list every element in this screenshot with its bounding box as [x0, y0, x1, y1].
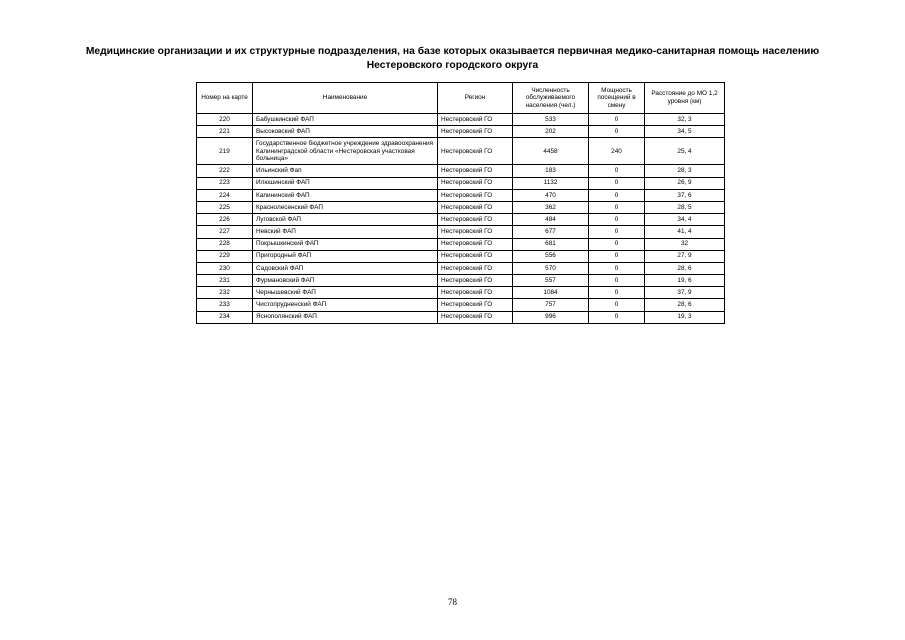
cell-name: Фурмановский ФАП — [253, 275, 438, 287]
table-row — [197, 275, 725, 287]
title-line-2: Нестеровского городского округа — [366, 60, 539, 71]
cell-population: 681 — [513, 238, 589, 250]
cell-name: Высоковский ФАП — [253, 126, 438, 138]
cell-population: 202 — [513, 126, 589, 138]
cell-region: Нестеровский ГО — [438, 114, 513, 126]
header-region: Регион — [438, 83, 513, 114]
cell-capacity: 240 — [589, 138, 645, 165]
table-row — [197, 262, 725, 274]
cell-name: Чистопрудненский ФАП — [253, 299, 438, 311]
cell-num: 234 — [197, 311, 253, 323]
cell-capacity: 0 — [589, 287, 645, 299]
cell-region: Нестеровский ГО — [438, 262, 513, 274]
cell-population: 570 — [513, 262, 589, 274]
table-row — [197, 238, 725, 250]
cell-name: Краснолесенский ФАП — [253, 201, 438, 213]
table-row — [197, 126, 725, 138]
cell-num: 229 — [197, 250, 253, 262]
cell-num: 219 — [197, 138, 253, 165]
cell-population: 183 — [513, 165, 589, 177]
cell-num: 225 — [197, 201, 253, 213]
cell-population: 677 — [513, 226, 589, 238]
cell-capacity: 0 — [589, 189, 645, 201]
cell-population: 557 — [513, 275, 589, 287]
table-header-row — [197, 83, 725, 114]
cell-capacity: 0 — [589, 311, 645, 323]
cell-name: Садовский ФАП — [253, 262, 438, 274]
cell-distance: 26, 9 — [645, 177, 725, 189]
cell-name: Луговской ФАП — [253, 214, 438, 226]
title-line-1: Медицинские организации и их структурные подразделения, на базе которых оказывается первичная медико-санитарная помощь населению — [85, 46, 820, 57]
cell-num: 226 — [197, 214, 253, 226]
cell-distance: 37, 6 — [645, 189, 725, 201]
cell-name: Калининский ФАП — [253, 189, 438, 201]
cell-name: Невский ФАП — [253, 226, 438, 238]
table-row — [197, 138, 725, 165]
cell-distance: 34, 5 — [645, 126, 725, 138]
cell-region: Нестеровский ГО — [438, 250, 513, 262]
cell-distance: 19, 3 — [645, 311, 725, 323]
cell-distance: 27, 9 — [645, 250, 725, 262]
cell-num: 223 — [197, 177, 253, 189]
cell-capacity: 0 — [589, 177, 645, 189]
cell-region: Нестеровский ГО — [438, 177, 513, 189]
cell-num: 224 — [197, 189, 253, 201]
cell-num: 230 — [197, 262, 253, 274]
table-row — [197, 250, 725, 262]
header-population: Численность обслуживаемого населения (чел.) — [513, 83, 589, 114]
table-row — [197, 226, 725, 238]
cell-population: 484 — [513, 214, 589, 226]
table-row — [197, 114, 725, 126]
table-body — [197, 114, 725, 324]
cell-capacity: 0 — [589, 114, 645, 126]
cell-region: Нестеровский ГО — [438, 165, 513, 177]
cell-region: Нестеровский ГО — [438, 201, 513, 213]
cell-name: Покрышкинский ФАП — [253, 238, 438, 250]
cell-region: Нестеровский ГО — [438, 238, 513, 250]
cell-distance: 19, 6 — [645, 275, 725, 287]
table-row — [197, 165, 725, 177]
cell-capacity: 0 — [589, 214, 645, 226]
cell-capacity: 0 — [589, 201, 645, 213]
cell-distance: 28, 5 — [645, 201, 725, 213]
cell-distance: 32 — [645, 238, 725, 250]
cell-distance: 25, 4 — [645, 138, 725, 165]
cell-population: 470 — [513, 189, 589, 201]
cell-population: 556 — [513, 250, 589, 262]
cell-distance: 37, 9 — [645, 287, 725, 299]
cell-population: 1132 — [513, 177, 589, 189]
cell-region: Нестеровский ГО — [438, 287, 513, 299]
cell-region: Нестеровский ГО — [438, 299, 513, 311]
cell-capacity: 0 — [589, 250, 645, 262]
cell-num: 231 — [197, 275, 253, 287]
cell-name: Бабушкинский ФАП — [253, 114, 438, 126]
cell-capacity: 0 — [589, 226, 645, 238]
cell-name: Ильинский Фап — [253, 165, 438, 177]
table-row — [197, 311, 725, 323]
cell-distance: 28, 6 — [645, 262, 725, 274]
cell-region: Нестеровский ГО — [438, 275, 513, 287]
cell-num: 233 — [197, 299, 253, 311]
cell-capacity: 0 — [589, 275, 645, 287]
cell-region: Нестеровский ГО — [438, 311, 513, 323]
cell-distance: 28, 3 — [645, 165, 725, 177]
cell-region: Нестеровский ГО — [438, 226, 513, 238]
header-capacity: Мощность посещений в смену — [589, 83, 645, 114]
cell-num: 220 — [197, 114, 253, 126]
cell-population: 1084 — [513, 287, 589, 299]
cell-population: 4458 — [513, 138, 589, 165]
cell-distance: 28, 6 — [645, 299, 725, 311]
facilities-table — [196, 82, 725, 324]
cell-name: Чернышевский ФАП — [253, 287, 438, 299]
table-row — [197, 299, 725, 311]
cell-capacity: 0 — [589, 262, 645, 274]
cell-distance: 41, 4 — [645, 226, 725, 238]
cell-population: 533 — [513, 114, 589, 126]
header-num: Номер на карте — [197, 83, 253, 114]
table-row — [197, 287, 725, 299]
cell-population: 362 — [513, 201, 589, 213]
cell-population: 757 — [513, 299, 589, 311]
cell-region: Нестеровский ГО — [438, 138, 513, 165]
cell-num: 227 — [197, 226, 253, 238]
cell-region: Нестеровский ГО — [438, 214, 513, 226]
table-row — [197, 189, 725, 201]
cell-num: 228 — [197, 238, 253, 250]
cell-num: 222 — [197, 165, 253, 177]
header-name: Наименование — [253, 83, 438, 114]
page-number: 78 — [448, 597, 457, 607]
cell-name: Пригородный ФАП — [253, 250, 438, 262]
cell-region: Нестеровский ГО — [438, 189, 513, 201]
cell-name: Государственное бюджетное учреждение здравоохранения Калининградской области «Нестеровская участковая больница» — [253, 138, 438, 165]
cell-population: 996 — [513, 311, 589, 323]
cell-capacity: 0 — [589, 126, 645, 138]
cell-name: Яснополянский ФАП — [253, 311, 438, 323]
cell-num: 232 — [197, 287, 253, 299]
table-row — [197, 177, 725, 189]
table-row — [197, 214, 725, 226]
cell-num: 221 — [197, 126, 253, 138]
cell-name: Илюшинский ФАП — [253, 177, 438, 189]
cell-capacity: 0 — [589, 165, 645, 177]
cell-distance: 32, 3 — [645, 114, 725, 126]
cell-region: Нестеровский ГО — [438, 126, 513, 138]
table-row — [197, 201, 725, 213]
cell-distance: 34, 4 — [645, 214, 725, 226]
document-title — [40, 45, 865, 73]
header-distance: Расстояние до МО 1,2 уровня (км) — [645, 83, 725, 114]
cell-capacity: 0 — [589, 299, 645, 311]
cell-capacity: 0 — [589, 238, 645, 250]
